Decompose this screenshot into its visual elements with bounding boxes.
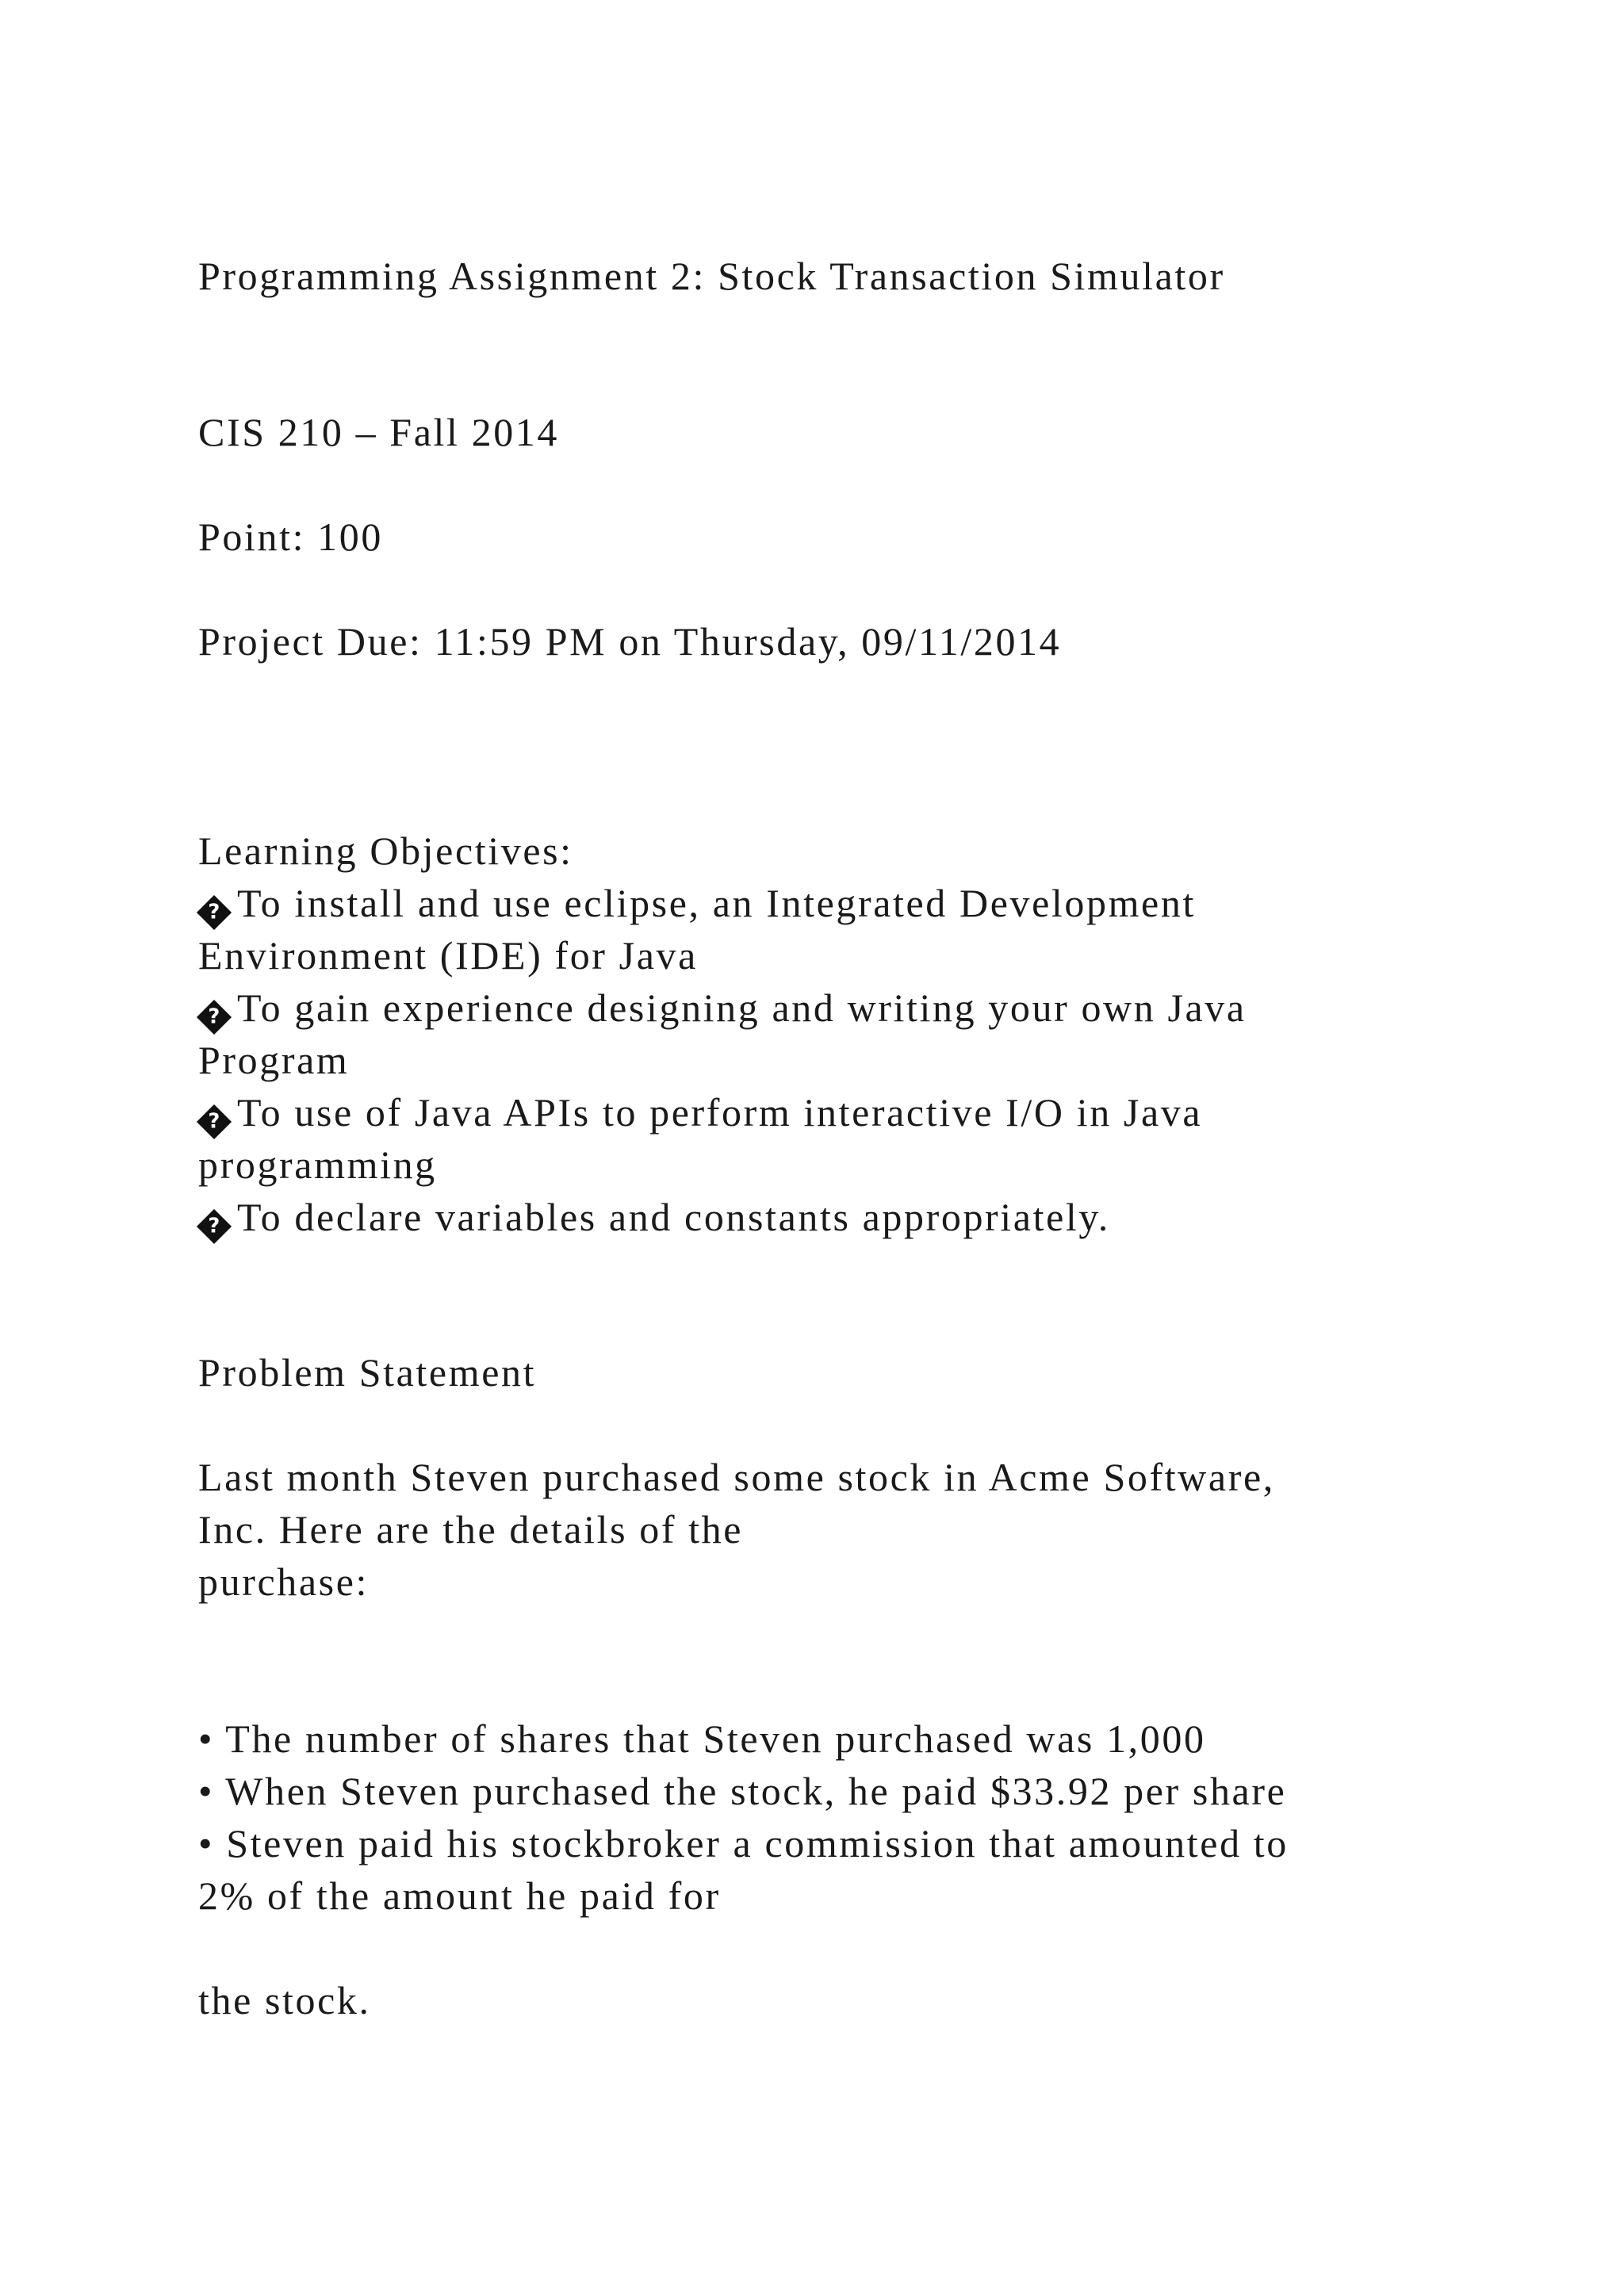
detail-item: • When Steven purchased the stock, he paid $33.92 per share	[198, 1769, 1287, 1813]
objective-text-continued: Environment (IDE) for Java	[198, 933, 698, 978]
problem-intro-line: Inc. Here are the details of the	[198, 1507, 744, 1552]
objective-text: To declare variables and constants appropriately.	[237, 1195, 1110, 1239]
replacement-character-icon: ?	[197, 1209, 232, 1244]
objective-item	[198, 1191, 1110, 1243]
problem-intro-line: purchase:	[198, 1559, 369, 1604]
objective-text: To gain experience designing and writing your own Java	[237, 985, 1247, 1030]
detail-item-continued: 2% of the amount he paid for	[198, 1873, 721, 1918]
objective-text-continued: Program	[198, 1038, 350, 1082]
detail-item: • The number of shares that Steven purchased was 1,000	[198, 1716, 1206, 1761]
objectives-heading: Learning Objectives:	[198, 828, 573, 873]
course-line: CIS 210 – Fall 2014	[198, 410, 559, 454]
objective-item	[198, 877, 1196, 929]
problem-intro-line: Last month Steven purchased some stock in Acme Software,	[198, 1455, 1275, 1499]
objective-item	[198, 1086, 1202, 1138]
replacement-character-icon: ?	[197, 1104, 232, 1139]
objective-text-continued: programming	[198, 1142, 437, 1187]
objective-item	[198, 982, 1247, 1034]
objective-text: To install and use eclipse, an Integrated Development	[237, 881, 1196, 925]
detail-item: • Steven paid his stockbroker a commission that amounted to	[198, 1821, 1289, 1866]
document-title: Programming Assignment 2: Stock Transaction Simulator	[198, 254, 1225, 298]
closing-line: the stock.	[198, 1978, 371, 2022]
replacement-character-icon: ?	[197, 1000, 232, 1035]
points-line: Point: 100	[198, 515, 383, 559]
due-date-line: Project Due: 11:59 PM on Thursday, 09/11/2014	[198, 619, 1062, 664]
objective-text: To use of Java APIs to perform interactive I/O in Java	[237, 1090, 1203, 1135]
problem-heading: Problem Statement	[198, 1350, 537, 1395]
replacement-character-icon: ?	[197, 895, 232, 930]
